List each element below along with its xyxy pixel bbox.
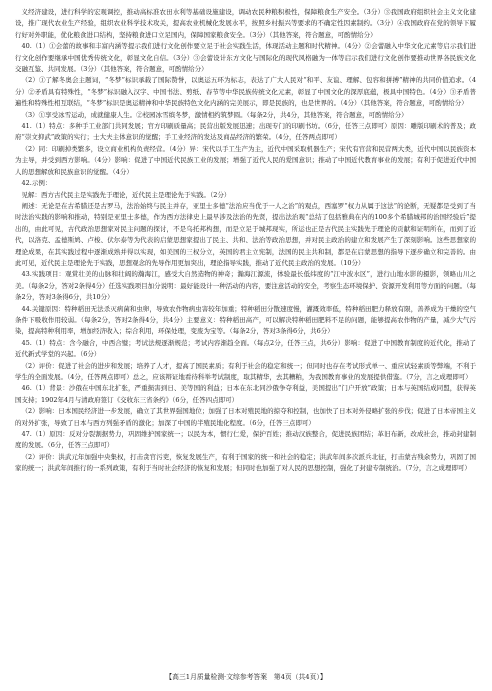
answer-paragraph: （2）影响：日本国民经济进一步发展，确立了其世界强国地位；加强了日本对殖民地的掠夺和控制，也加快了日本对外侵略扩张的步伐；促进了日本帝国主义的对外扩张，导致了日本与西方列强矛盾的激化；加深了中国的半殖民地化程度。（6分，任答三点即可） <box>15 407 476 427</box>
answer-paragraph: 阐述：无论是在古希腊还是古罗马，法治始终与民主并存，亚里士多德“法治应当优于一人之治”的观点，西塞罗“权力从属于这法”的论断，无疑都是受到了当时法治实践的影响和推动，特别是亚里士多德，作为西方法律史上最早涉及法治的先贤，提出法治观“总结了包括雅典在内的100多个希腊城邦的治国经验后”提出的，由此可见，古代政治思想家对民主问题的探讨，不是乌托邦构想，而是立足于城邦现实，所运也正是古代民主实践先于理论的贡献和证明所在，而到了近代，以洛克、孟德斯鸠、卢梭、伏尔泰等为代表的启蒙思想家提出了民主、共和、法治等政治思想，并对民主政治的建立和发展产生了深刻影响。这些思想家的理论成果，在其实践过程中逐渐成熟并得以实现，如美国的三权分立，英国的君主立宪制，法国的民主共和制，都是在启蒙思想的指导下逐步确立和完善的。由此可见，近代民主是理论先于实践，思想观念的先导作用更加突出，理论指导实践，推动了近代民主政治的发展。（10分） <box>15 201 476 267</box>
answer-paragraph: 47.（1）原因：反对分裂割据势力，巩固维护国家统一；以民为本，惯行仁爱，保护百姓；推动汉族整合，促进民族团结；革旧布新，改成社会，推动封建制度的发展。（6分，任答三点即可） <box>15 430 476 450</box>
answer-paragraph: 40.（1）①会蕾的故事和丰富内涵等提示我们进行文化创作要立足于社会实践生活，体现活动主题和时代精神。（4分）②会蕾融入中华文化元素等启示我们进行文化创作要继承中国优秀传统文化，彰显文化自信。（3分）③会蕾设计东方文化与国际化的现代风格融为一体等启示我们进行文化创作要推动世界各民族文化交融互鉴、共同发展。（3分）（其他答案，符合题意，可酌情给分） <box>15 42 476 74</box>
answer-body <box>15 7 476 475</box>
answer-paragraph: 45.（1）特点：含今融合，中西合璧；考试法规逐渐规范；考试内容渐趋全面。（每点2分，任答三点，共6分）影响：促进了中国教育制度的近代化，推动了近代新式学堂的兴起。（6分） <box>15 338 476 359</box>
answer-paragraph: （2）同：印刷掉类繁多，设立商业机构负责经营。（4分）异：宋代以手工生产为主，近代中国采取机器生产；宋代有官营和民营两大类，近代中国以民族资本为主导，并受到西方影响。（4分）影响：促进了中国近代民族工业的发展；增强了近代人民的爱国意识；推动了中国近代教育事业的发展；有利于促进近代中国人的思想解放和民族意识的觉醒。（4分） <box>15 144 476 176</box>
answer-paragraph: 46.（1）背景：沙俄在中国东北扩张，严重损害到日、美等国的利益；日本在东北同沙俄争夺利益，美国提出“门户开放”政策；日本与英国结成同盟，获得英国支持；1902年4月与清政府签订《交收东三省条约》（6分，任答四点即可） <box>15 384 476 404</box>
answer-paragraph: 义经济建设，进行科学的宏观调控，推动高标准农田水利等基础设施建设，调动农民种粮积极性，保障粮食生产安全。（3分）③我国政府组织社会主义文化建设，推广现代农业生产经验，组织农业科学技术攻关，提高农业机械化发展水平，按照乡村振兴等要求的不确定性因素制约。（3分）④我国政府在党的领导下履行好对外职能，优化粮食进口结构，坚持粮食进口立足国内，保障国家粮食安全。（3分）（其他答案，符合题意，可酌情给分） <box>15 8 476 39</box>
answer-paragraph: 42.示例： <box>21 179 52 188</box>
answer-paragraph: 44.关键原因：特种稻田无法杀灭病菌和虫卵，导致农作物病虫害较年加重；特种稻田分散速度慢，灌溉效率低，特种稻田肥力释放有限，善养成为干燥的空气条件下吸收作用较弱。（每条2分，答对2条得4分，共4分）主要意义：特种稻田高产，可以解决特种稻田肥料不足的问题，能够提高农作物的产量，减少大气污染，提高特种利用率，增加经济收入；综合利用，环保处理，变废为宝等。（每条2分，答对3条得6分，共6分） <box>15 304 476 336</box>
page-footer: 【高三1月质量检测·文综参考答案 第4页（共4页）】 <box>165 673 327 681</box>
answer-paragraph: 见解：西方古代民主是实践先于理论，近代民主是理论先于实践。（2分） <box>21 190 231 199</box>
answer-paragraph: （2）①了解冬奥会主题词，“冬梦”标识承载了国际赞誉，以奥运五环为标志，表达了广大人民对“和平、友谊、理解、包容和拼搏”精神的共同价值追求。（4分）②矛盾具有特殊性，“冬梦”标识融入汉字、中国书法、剪纸、春节等中华民族传统文化元素，彰显了中国文化的深厚底蕴，极具中国特色。（4分）③矛盾普遍性和特殊性相互联结，“冬梦”标识是奥运精神和中华民族特色文化内涵的完美展示，即是民族的，也是世界的。（4分）（其他答案，符合题意，可酌情给分） <box>15 76 476 108</box>
answer-paragraph: （2）评价：洪武元年加强中央集权，打击贪官污吏，恢复发展生产，有利于国家的统一和社会的稳定；洪武年间多次派兵北征，打击蒙古残余势力，巩固了国家的统一；洪武年间推行的一系列政策，有利于当时社会经济的恢复和发展；但同时也加强了对人民的思想控制，强化了封建专制统治。（7分，言之成理即可） <box>15 452 476 473</box>
answer-paragraph: （2）评价：促进了社会的进步和发展；培养了人才，提高了国民素质；有利于社会的稳定和统一；但同时也存在考试形式单一、重应试轻素质等弊端，不利于学生的全面发展。（4分，任答两点即可）总之，应该辩证地看待科举考试制度，取其精华，去其糟粕，为我国教育事业的发展提供借鉴。（7分，言之成理即可） <box>15 361 476 381</box>
answer-paragraph: 41.（1）特点：多种手工业部门共同发展；官方印刷质量高；民营出版发展迅速；出现专门的印刷书坊。（6分，任答三点即可）原因：雕版印刷术的普及；政府“崇文抑武”政策的实行；士大夫主体意识的觉醒；手工业经济的发达及商品经济的繁荣。（4分，任答两点即可） <box>15 122 476 142</box>
answer-paragraph: （3）①享受冰雪运动，成就健康人生。②校园冰雪缤冬梦，激情相约筑梦圆。（每条2分，共4分，其他答案，符合题意，可酌情给分） <box>21 110 408 119</box>
answer-paragraph: 43.实践项目：观赏壮美的山脉和壮阔的瀚海江，感受大自然造物的神奇；瀚海江源流，体验最长低纬度的“江中波水区”，进行山地水影的摄影，领略山川之美。（每条2分，答对2条得4分）任选实践项目加分说明：最好能设计一种活动的内容，要注意活动的安全，考察生态环境保护、资源开发利用等方面的问题。（每条2分，答对3条得6分，共10分） <box>15 270 476 302</box>
